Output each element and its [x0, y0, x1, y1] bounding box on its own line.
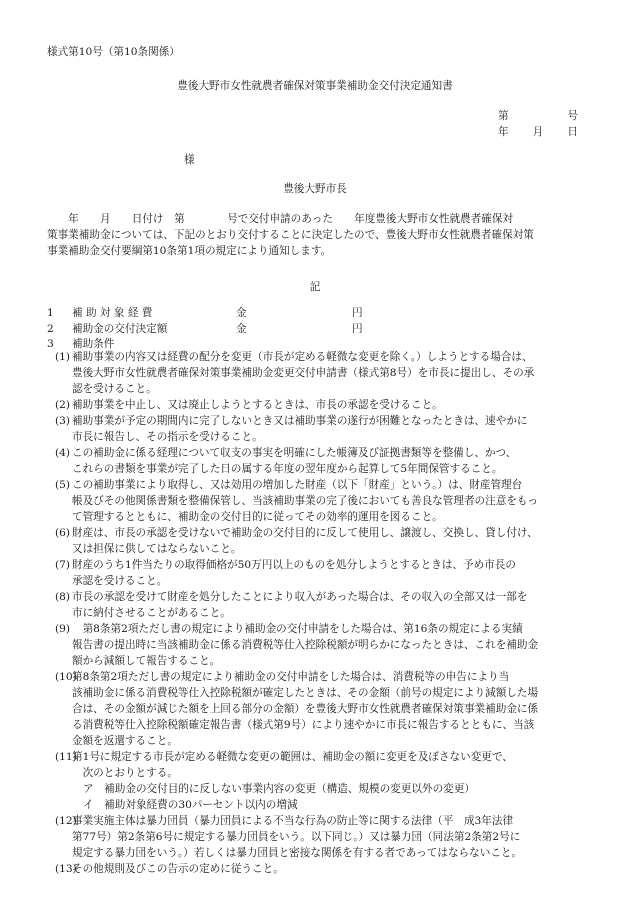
item-number: 3 [47, 338, 54, 350]
date-day: 日 [567, 126, 578, 138]
condition-number: (7) [55, 559, 71, 571]
condition-item [55, 813, 590, 861]
item-subsidy-eligible-cost [47, 305, 363, 321]
condition-number: (13) [55, 863, 77, 875]
body-line: 事業補助金交付要綱第10条第1項の規定により通知します。 [47, 245, 332, 257]
condition-line: る消費税等仕入控除税額確定報告書（様式第9号）により速やかに市長に報告するとともに、当該 [72, 719, 535, 731]
document-title: 豊後大野市女性就農者確保対策事業補助金交付決定通知書 [177, 80, 453, 92]
condition-subitem: イ 補助対象経費の30パーセント以内の増減 [83, 799, 298, 811]
condition-line: この補助金に係る経理について収支の事実を明確にした帳簿及び証拠書類等を整備し、かつ、 [72, 447, 517, 459]
condition-line: 財産は、市長の承認を受けないで補助金の交付目的に反して使用し、譲渡し、交換し、貸し付け、 [72, 527, 538, 539]
condition-number: (6) [55, 527, 71, 539]
condition-line: その他規則及びこの告示の定めに従うこと。 [72, 863, 284, 875]
condition-item [55, 525, 590, 557]
condition-line: この補助事業により取得し、又は効用の増加した財産（以下「財産」という。）は、財産管理台 [72, 479, 523, 491]
conditions-list [55, 349, 590, 877]
condition-item [55, 397, 590, 413]
condition-line: これらの書類を事業が完了した日の属する年度の翌年度から起算して5年間保管すること。 [72, 463, 503, 475]
doc-no-prefix: 第 [498, 110, 509, 122]
item-grant-decision-amount [47, 321, 363, 337]
body-line: 年 月 日付け 第 号で交付申請のあった 年度豊後大野市女性就農者確保対 [47, 213, 514, 225]
condition-number: (3) [55, 415, 71, 427]
condition-item [55, 669, 590, 749]
condition-number: (8) [55, 591, 71, 603]
condition-number: (5) [55, 479, 71, 491]
condition-item [55, 477, 590, 525]
condition-line: 規定する暴力団をいう。）若しくは暴力団員と密接な関係を有する者であってはならないこと。 [72, 847, 523, 859]
condition-line: 第8条第2項ただし書の規定により補助金の交付申請をした場合は、第16条の規定による実績 [72, 623, 523, 635]
condition-line: 額から減額して報告すること。 [72, 655, 221, 667]
body-line: 策事業補助金については、下記のとおり交付することに決定したので、豊後大野市女性就農者確保対策 [47, 229, 534, 241]
condition-line: 第8条第2項ただし書の規定により補助金の交付申請をした場合は、消費税等の申告により当 [72, 671, 510, 683]
condition-item [55, 413, 590, 445]
body-paragraph [47, 211, 587, 259]
condition-item [55, 749, 590, 813]
condition-line: 事業実施主体は暴力団員（暴力団員による不当な行為の防止等に関する法律（平 成3年法律 [72, 815, 514, 827]
condition-item [55, 557, 590, 589]
condition-line: 認を受けること。 [72, 383, 157, 395]
document-number-line [498, 108, 578, 124]
item-kin: 金 [236, 307, 247, 319]
condition-line: 次のとおりとする。 [72, 767, 178, 779]
condition-line: 承認を受けること。 [72, 575, 168, 587]
condition-number: (10) [55, 671, 77, 683]
issuer: 豊後大野市長 [283, 183, 347, 195]
condition-item [55, 621, 590, 669]
condition-number: (2) [55, 399, 71, 411]
condition-line: 第77号）第2条第6号に規定する暴力団員をいう。以下同じ。）又は暴力団（同法第2条第2号に [72, 831, 521, 843]
condition-number: (12) [55, 815, 77, 827]
form-number: 様式第10号（第10条関係） [47, 46, 180, 58]
condition-number: (11) [55, 751, 77, 763]
condition-line: 市に納付させることがあること。 [72, 607, 231, 619]
item-number: 2 [47, 323, 54, 335]
condition-line: 合は、その金額が減じた額を上回る部分の金額）を豊後大野市女性就農者確保対策事業補助金に係 [72, 703, 539, 715]
condition-item [55, 861, 590, 877]
item-en: 円 [352, 307, 363, 319]
condition-line: 市長に報告し、その指示を受けること。 [72, 431, 263, 443]
item-kin: 金 [236, 323, 247, 335]
document-date-line [498, 124, 578, 140]
condition-line: 又は担保に供してはならないこと。 [72, 543, 242, 555]
condition-item [55, 349, 590, 397]
condition-number: (1) [55, 351, 71, 363]
condition-line: 財産のうち1件当たりの取得価格が50万円以上のものを処分しようとするときは、予め市長の [72, 559, 516, 571]
doc-no-suffix: 号 [567, 110, 578, 122]
document-number-date-block [498, 108, 578, 140]
condition-line: 補助事業の内容又は経費の配分を変更（市長が定める軽微な変更を除く。）しようとする場合は、 [72, 351, 533, 363]
item-label: 補 助 対 象 経 費 [72, 307, 153, 319]
condition-line: 補助事業が予定の期間内に完了しないとき又は補助事業の遂行が困難となったときは、速やかに [72, 415, 528, 427]
condition-number: (4) [55, 447, 71, 459]
item-label: 補助金の交付決定額 [72, 323, 168, 335]
condition-line: 該補助金に係る消費税等仕入控除税額が確定したときは、その金額（前号の規定により減額した場 [72, 687, 539, 699]
item-label: 補助条件 [72, 338, 115, 350]
condition-line: 市長の承認を受けて財産を処分したことにより収入があった場合は、その収入の全部又は一部を [72, 591, 528, 603]
condition-line: 第1号に規定する市長が定める軽微な変更の範囲は、補助金の額に変更を及ぼさない変更で、 [72, 751, 513, 763]
condition-line: 金額を返還すること。 [72, 735, 178, 747]
condition-subitem: ア 補助金の交付目的に反しない事業内容の変更（構造、規模の変更以外の変更） [83, 783, 475, 795]
addressee: 様 [184, 154, 195, 166]
ki-heading: 記 [309, 281, 321, 293]
item-en: 円 [352, 323, 363, 335]
condition-item [55, 445, 590, 477]
condition-number: (9) [55, 623, 71, 635]
condition-line: 帳及びその他関係書類を整備保管し、当該補助事業の完了後においても善良な管理者の注意をもっ [72, 495, 539, 507]
item-number: 1 [47, 307, 54, 319]
date-year: 年 [498, 126, 509, 138]
date-month: 月 [532, 126, 544, 138]
condition-line: て管理するとともに、補助金の交付目的に従ってその効率的運用を図ること。 [72, 511, 443, 523]
condition-item [55, 589, 590, 621]
condition-line: 報告書の提出時に当該補助金に係る消費税等仕入控除税額が明らかになったときは、これを補助金 [72, 639, 539, 651]
condition-line: 豊後大野市女性就農者確保対策事業補助金変更交付申請書（様式第8号）を市長に提出し、その承 [72, 367, 535, 379]
condition-line: 補助事業を中止し、又は廃止しようとするときは、市長の承認を受けること。 [72, 399, 443, 411]
